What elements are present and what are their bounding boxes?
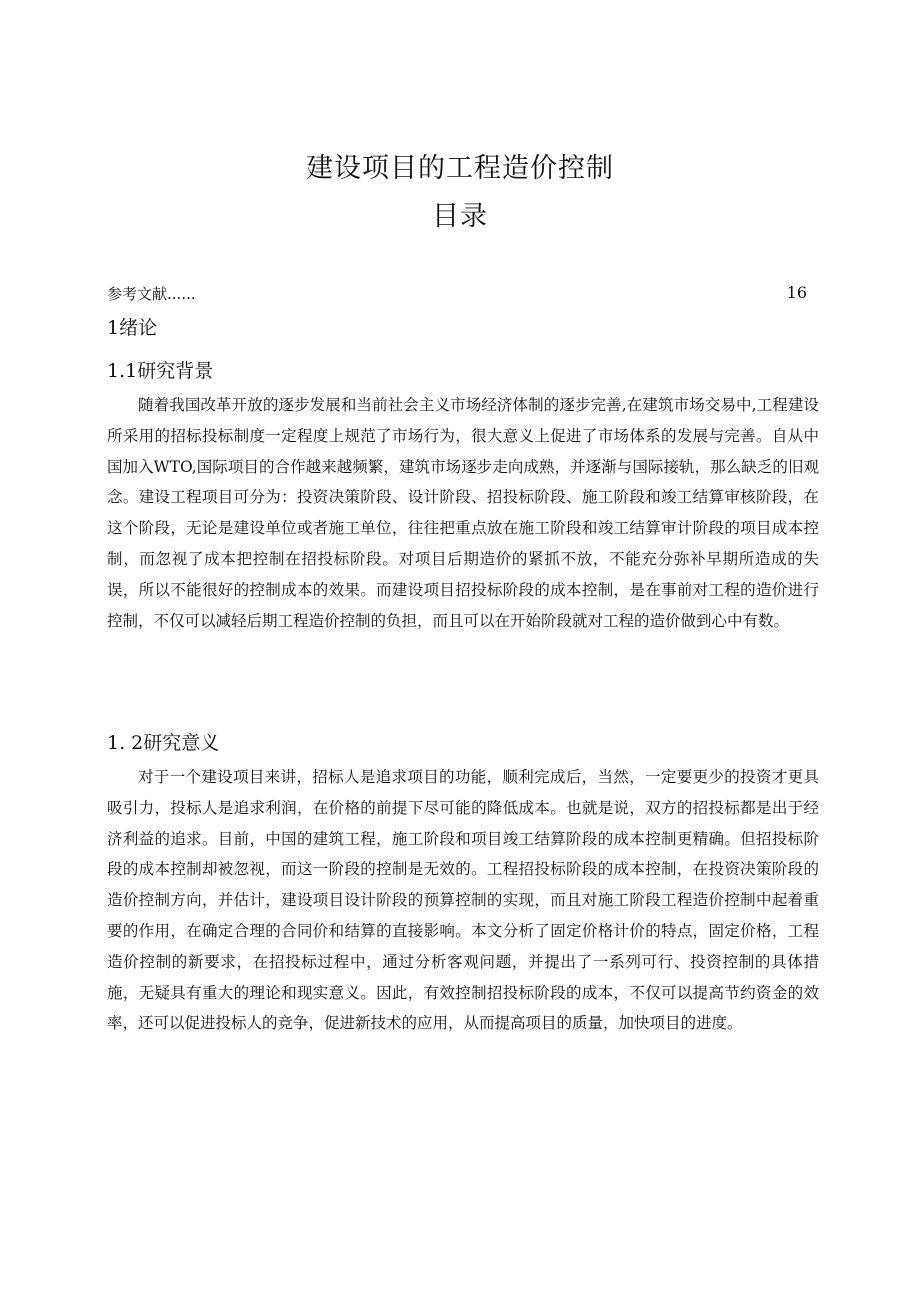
- chapter-heading-intro: 1绪论: [107, 317, 158, 339]
- toc-entry-label: 参考文献......: [107, 285, 196, 303]
- section-heading-background: 1.1研究背景: [107, 360, 214, 382]
- document-title: 建设项目的工程造价控制: [306, 153, 614, 184]
- toc-entry[interactable]: [107, 283, 807, 305]
- paragraph-significance: 对于一个建设项目来讲，招标人是追求项目的功能，顺利完成后，当然，一定要更少的投资才更具吸引力，投标人是追求利润，在价格的前提下尽可能的降低成本。也就是说，双方的招投标都是出于经济利益的追求。目前，中国的建筑工程，施工阶段和项目竣工结算阶段的成本控制更精确。但招投标阶段的成本控制却被忽视，而这一阶段的控制是无效的。工程招投标阶段的成本控制，在投资决策阶段的造价控制方向，并估计，建设项目设计阶段的预算控制的实现，而且对施工阶段工程造价控制中起着重要的作用，在确定合理的合同价和结算的直接影响。本文分析了固定价格计价的特点，固定价格，工程造价控制的新要求，在招投标过程中，通过分析客观问题，并提出了一系列可行、投资控制的具体措施，无疑具有重大的理论和现实意义。因此，有效控制招投标阶段的成本，不仅可以提高节约资金的效率，还可以促进投标人的竞争，促进新技术的应用，从而提高项目的质量，加快项目的进度。: [107, 768, 819, 1033]
- toc-entry-page-number: 16: [786, 283, 807, 302]
- toc-title: 目录: [432, 201, 488, 232]
- section-heading-significance: 1. 2研究意义: [107, 732, 220, 754]
- paragraph-background: 随着我国改革开放的逐步发展和当前社会主义市场经济体制的逐步完善,在建筑市场交易中,工程建设所采用的招标投标制度一定程度上规范了市场行为，很大意义上促进了市场体系的发展与完善。自从中国加入WTO,国际项目的合作越来越频繁，建筑市场逐步走向成熟，并逐渐与国际接轨，那么缺乏的旧观念。建设工程项目可分为：投资决策阶段、设计阶段、招投标阶段、施工阶段和竣工结算审核阶段，在这个阶段，无论是建设单位或者施工单位，往往把重点放在施工阶段和竣工结算审计阶段的项目成本控制，而忽视了成本把控制在招投标阶段。对项目后期造价的紧抓不放，不能充分弥补早期所造成的失误，所以不能很好的控制成本的效果。而建设项目招投标阶段的成本控制，是在事前对工程的造价进行控制，不仅可以减轻后期工程造价控制的负担，而且可以在开始阶段就对工程的造价做到心中有数。: [107, 396, 819, 630]
